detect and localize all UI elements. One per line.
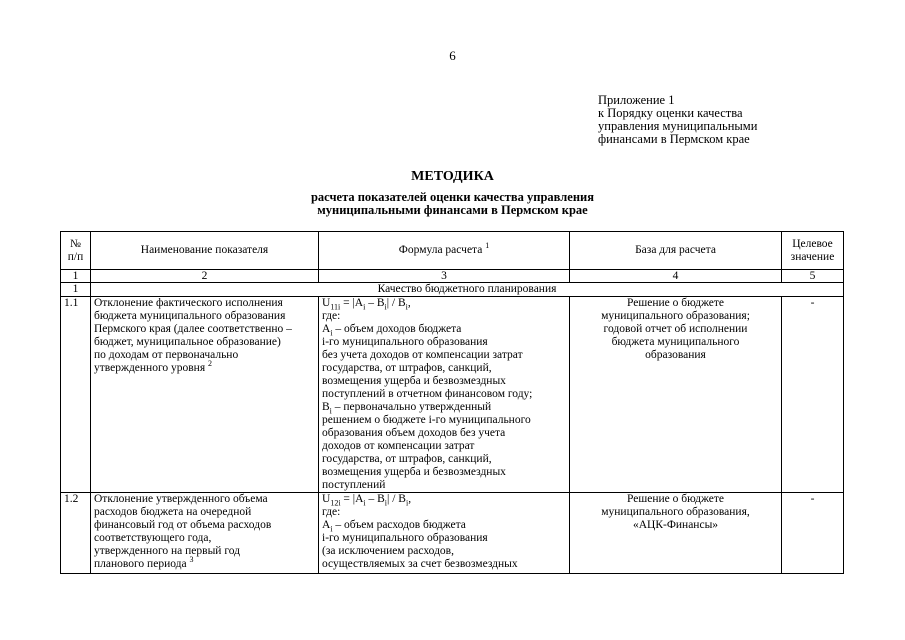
header-name: Наименование показателя	[91, 232, 319, 270]
table-header-row	[61, 232, 844, 270]
header-num: № п/п	[61, 232, 91, 270]
appendix-line: Приложение 1	[598, 93, 675, 107]
header-target: Целевое значение	[782, 232, 844, 270]
subtitle-line: муниципальными финансами в Пермском крае	[317, 203, 588, 217]
section-row	[61, 283, 844, 297]
page-number: 6	[449, 48, 456, 63]
indicator-formula: $U_{11i} = |A_i - B_i| / B_i$, где: $A_i$ – объем доходов бюджета i-го муниципального образования без учета доходов от компенсации затрат государства, от штрафов, санкций, возмещения ущерба и безвозмездных поступлений в отчетном финансовом году; $B_i$ – первоначально утвержденный решением о бюджете i-го муниципального образования объем доходов без учета доходов от компенсации затрат государства, от штрафов, санкций, возмещения ущерба и безвозмездных поступлений	[319, 297, 570, 493]
appendix-line: к Порядку оценки качества	[598, 106, 743, 120]
appendix-line: финансами в Пермском крае	[598, 132, 750, 146]
row-num: 1.2	[61, 493, 91, 574]
indicator-target: -	[782, 493, 844, 574]
document-title: МЕТОДИКА	[411, 169, 494, 184]
formula-expression: $U_{12i} = |A_i - B_i| / B_i$,	[322, 493, 412, 508]
column-number: 5	[782, 270, 844, 283]
indicator-name: Отклонение фактического исполнения бюджета муниципального образования Пермского края (далее соответственно – бюджет, муниципальное образование) по доходам от первоначально утвержденного уровня $^2$	[91, 297, 319, 493]
footnote-mark: 1	[485, 241, 490, 251]
column-number: 3	[319, 270, 570, 283]
section-num: 1	[61, 283, 91, 297]
header-formula: Формула расчета $^1$	[319, 232, 570, 270]
indicators-table	[60, 231, 844, 574]
column-number: 1	[61, 270, 91, 283]
section-title: Качество бюджетного планирования	[91, 283, 844, 297]
header-base: База для расчета	[570, 232, 782, 270]
indicator-target: -	[782, 297, 844, 493]
column-number: 4	[570, 270, 782, 283]
appendix-line: управления муниципальными	[598, 119, 758, 133]
footnote-mark: 2	[208, 359, 213, 369]
indicator-formula: $U_{12i} = |A_i - B_i| / B_i$, где: $A_i$ – объем расходов бюджета i-го муниципального образования (за исключением расходов, осуществляемых за счет безвозмездных	[319, 493, 570, 574]
formula-expression: $U_{11i} = |A_i - B_i| / B_i$,	[322, 297, 411, 312]
subtitle-line: расчета показателей оценки качества управления	[310, 190, 595, 204]
indicator-base: Решение о бюджете муниципального образования, «АЦК-Финансы»	[570, 493, 782, 574]
document-subtitle	[0, 191, 905, 217]
row-num: 1.1	[61, 297, 91, 493]
table-row	[61, 493, 844, 574]
indicator-base: Решение о бюджете муниципального образования; годовой отчет об исполнении бюджета муниципального образования	[570, 297, 782, 493]
indicator-name: Отклонение утвержденного объема расходов бюджета на очередной финансовый год от объема расходов соответствующего года, утвержденного на первый год планового периода $^3$	[91, 493, 319, 574]
table-row	[61, 297, 844, 493]
column-number-row	[61, 270, 844, 283]
appendix-block	[598, 94, 757, 146]
footnote-mark: 3	[189, 555, 194, 565]
column-number: 2	[91, 270, 319, 283]
